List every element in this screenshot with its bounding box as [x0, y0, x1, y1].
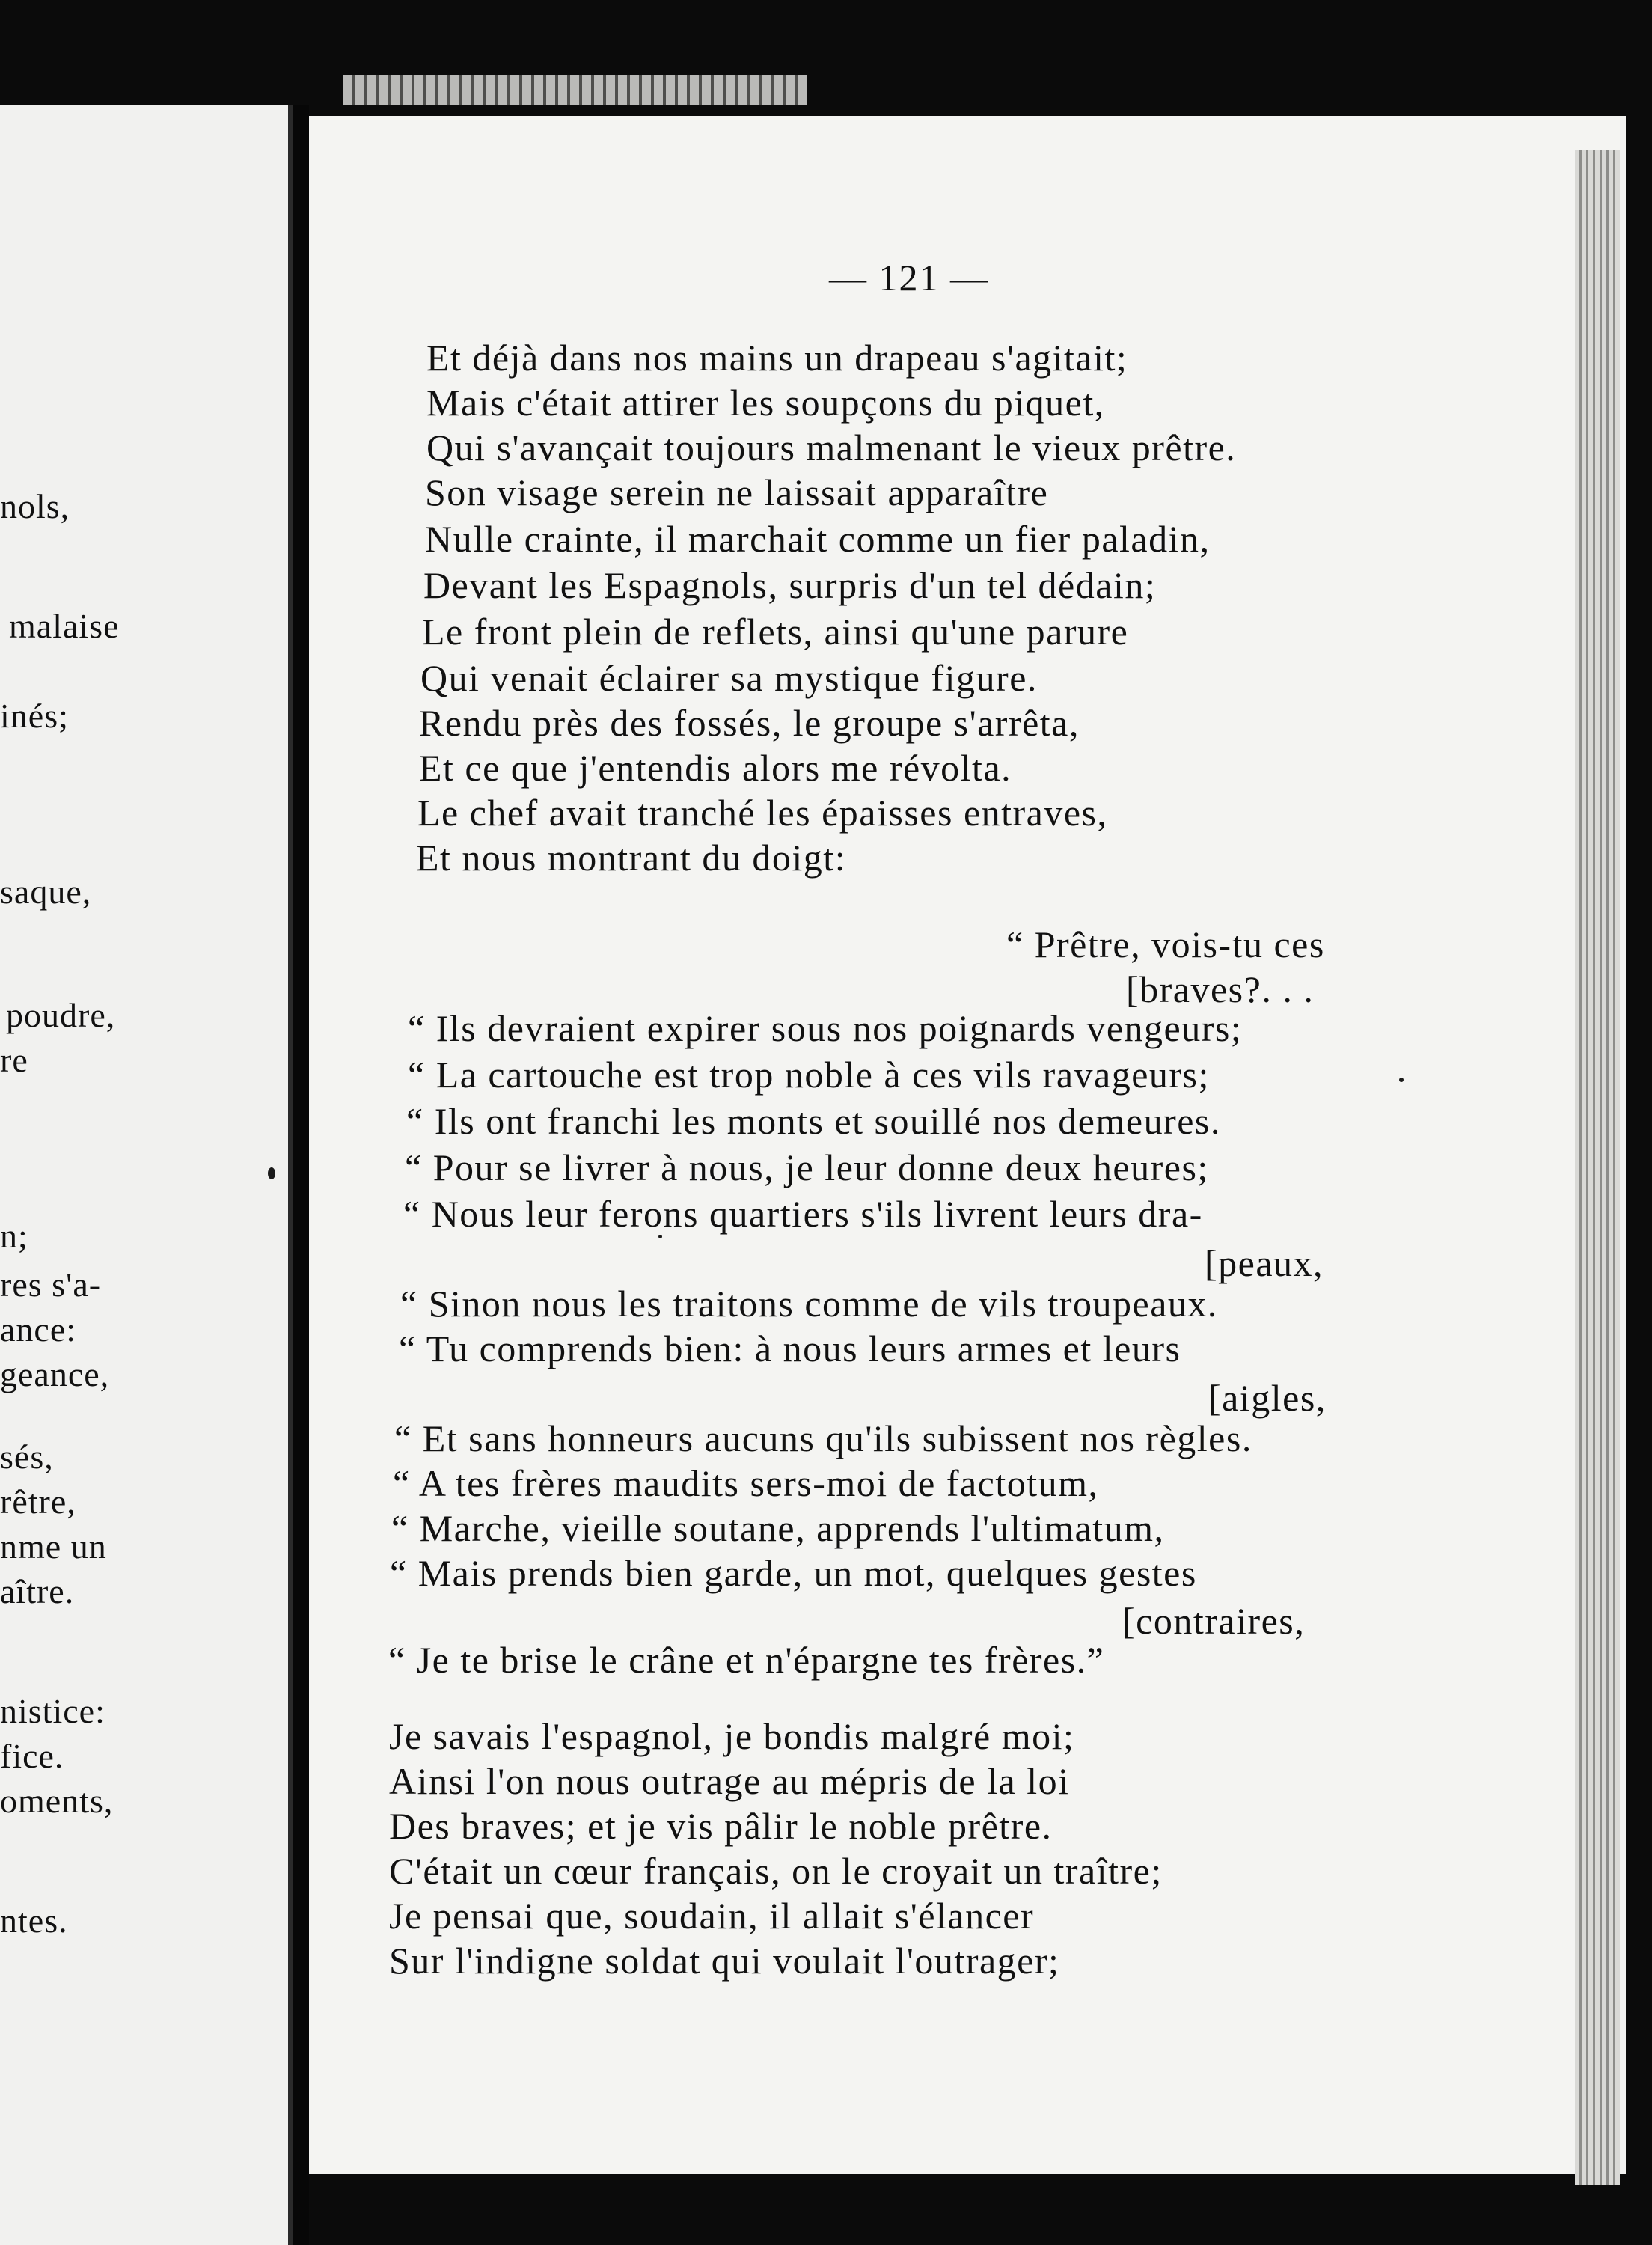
verse-line: “ Nous leur ferons quartiers s'ils livrent leurs dra-	[403, 1193, 1203, 1235]
verse-line: Je pensai que, soudain, il allait s'élancer	[389, 1895, 1035, 1937]
verse-line: [braves?. . .	[1126, 968, 1315, 1010]
verse-line: “ Marche, vieille soutane, apprends l'ultimatum,	[391, 1507, 1165, 1549]
verse-line: “ Tu comprends bien: à nous leurs armes et leurs	[399, 1328, 1181, 1369]
left-page	[0, 105, 293, 2245]
verse-line: Le chef avait tranché les épaisses entraves,	[417, 792, 1108, 834]
verse-line: Qui venait éclairer sa mystique figure.	[420, 657, 1038, 699]
verse-line: Et nous montrant du doigt:	[416, 837, 847, 879]
left-page-fragment: geance,	[0, 1355, 110, 1393]
verse-line: Nulle crainte, il marchait comme un fier paladin,	[425, 518, 1211, 560]
verse-line: “ Sinon nous les traitons comme de vils troupeaux.	[400, 1283, 1218, 1325]
left-page-fragment: nme un	[0, 1527, 107, 1566]
verse-line: “ Prêtre, vois-tu ces	[1006, 923, 1325, 965]
verse-line: “ Je te brise le crâne et n'épargne tes frères.”	[388, 1639, 1105, 1681]
left-page-fragment: fice.	[0, 1737, 64, 1775]
left-page-fragment: malaise	[9, 607, 120, 645]
verse-line: [aigles,	[1208, 1377, 1327, 1419]
verse-line: Devant les Espagnols, surpris d'un tel dédain;	[423, 564, 1157, 606]
left-page-fragment: ance:	[0, 1310, 77, 1348]
left-page-fragment: re	[0, 1041, 28, 1079]
verse-line: Sur l'indigne soldat qui voulait l'outrager;	[389, 1940, 1060, 1982]
left-page-fragment: sés,	[0, 1438, 54, 1476]
left-page-fragment: poudre,	[6, 996, 116, 1034]
verse-line: Mais c'était attirer les soupçons du piquet,	[426, 382, 1105, 424]
left-page-fragment: nols,	[0, 487, 70, 525]
page-number: — 121 —	[829, 257, 989, 299]
left-page-fragment: n;	[0, 1217, 28, 1255]
left-page-fragment: rêtre,	[0, 1482, 76, 1521]
left-page-fragment: res s'a-	[0, 1265, 102, 1304]
verse-line: “ Pour se livrer à nous, je leur donne deux heures;	[405, 1146, 1209, 1188]
verse-line: Son visage serein ne laissait apparaître	[425, 471, 1049, 513]
book-gutter	[293, 105, 309, 2245]
verse-line: Qui s'avançait toujours malmenant le vieux prêtre.	[426, 427, 1237, 468]
ink-speck	[658, 1235, 662, 1238]
verse-line: Rendu près des fossés, le groupe s'arrêta,	[419, 702, 1080, 744]
verse-line: “ Ils ont franchi les monts et souillé nos demeures.	[406, 1100, 1221, 1142]
left-page-fragment: ntes.	[0, 1902, 68, 1940]
verse-line: “ Ils devraient expirer sous nos poignards vengeurs;	[408, 1007, 1243, 1049]
verse-line: Le front plein de reflets, ainsi qu'une parure	[422, 611, 1129, 653]
verse-line: Je savais l'espagnol, je bondis malgré moi;	[389, 1715, 1075, 1757]
verse-line: [contraires,	[1122, 1600, 1306, 1642]
left-page-fragment: oments,	[0, 1782, 114, 1820]
ink-speck	[1399, 1078, 1404, 1082]
verse-line: Ainsi l'on nous outrage au mépris de la loi	[389, 1760, 1070, 1802]
verse-line: [peaux,	[1205, 1242, 1324, 1284]
left-page-fragment: inés;	[0, 697, 69, 735]
ink-speck	[268, 1167, 275, 1179]
verse-line: “ La cartouche est trop noble à ces vils ravageurs;	[408, 1054, 1210, 1096]
verse-line: “ A tes frères maudits sers-moi de factotum,	[393, 1462, 1099, 1504]
verse-line: “ Et sans honneurs aucuns qu'ils subissent nos règles.	[394, 1417, 1252, 1459]
verse-line: “ Mais prends bien garde, un mot, quelques gestes	[390, 1552, 1197, 1594]
left-page-fragment: saque,	[0, 873, 92, 911]
left-page-fragment: aître.	[0, 1572, 75, 1610]
left-page-fragment: nistice:	[0, 1692, 105, 1730]
page-edge-strip	[343, 75, 807, 105]
verse-line: Des braves; et je vis pâlir le noble prêtre.	[389, 1805, 1053, 1847]
page-edges	[1575, 150, 1620, 2185]
verse-line: Et ce que j'entendis alors me révolta.	[419, 747, 1012, 789]
verse-line: Et déjà dans nos mains un drapeau s'agitait;	[426, 337, 1128, 379]
verse-line: C'était un cœur français, on le croyait un traître;	[389, 1850, 1163, 1892]
